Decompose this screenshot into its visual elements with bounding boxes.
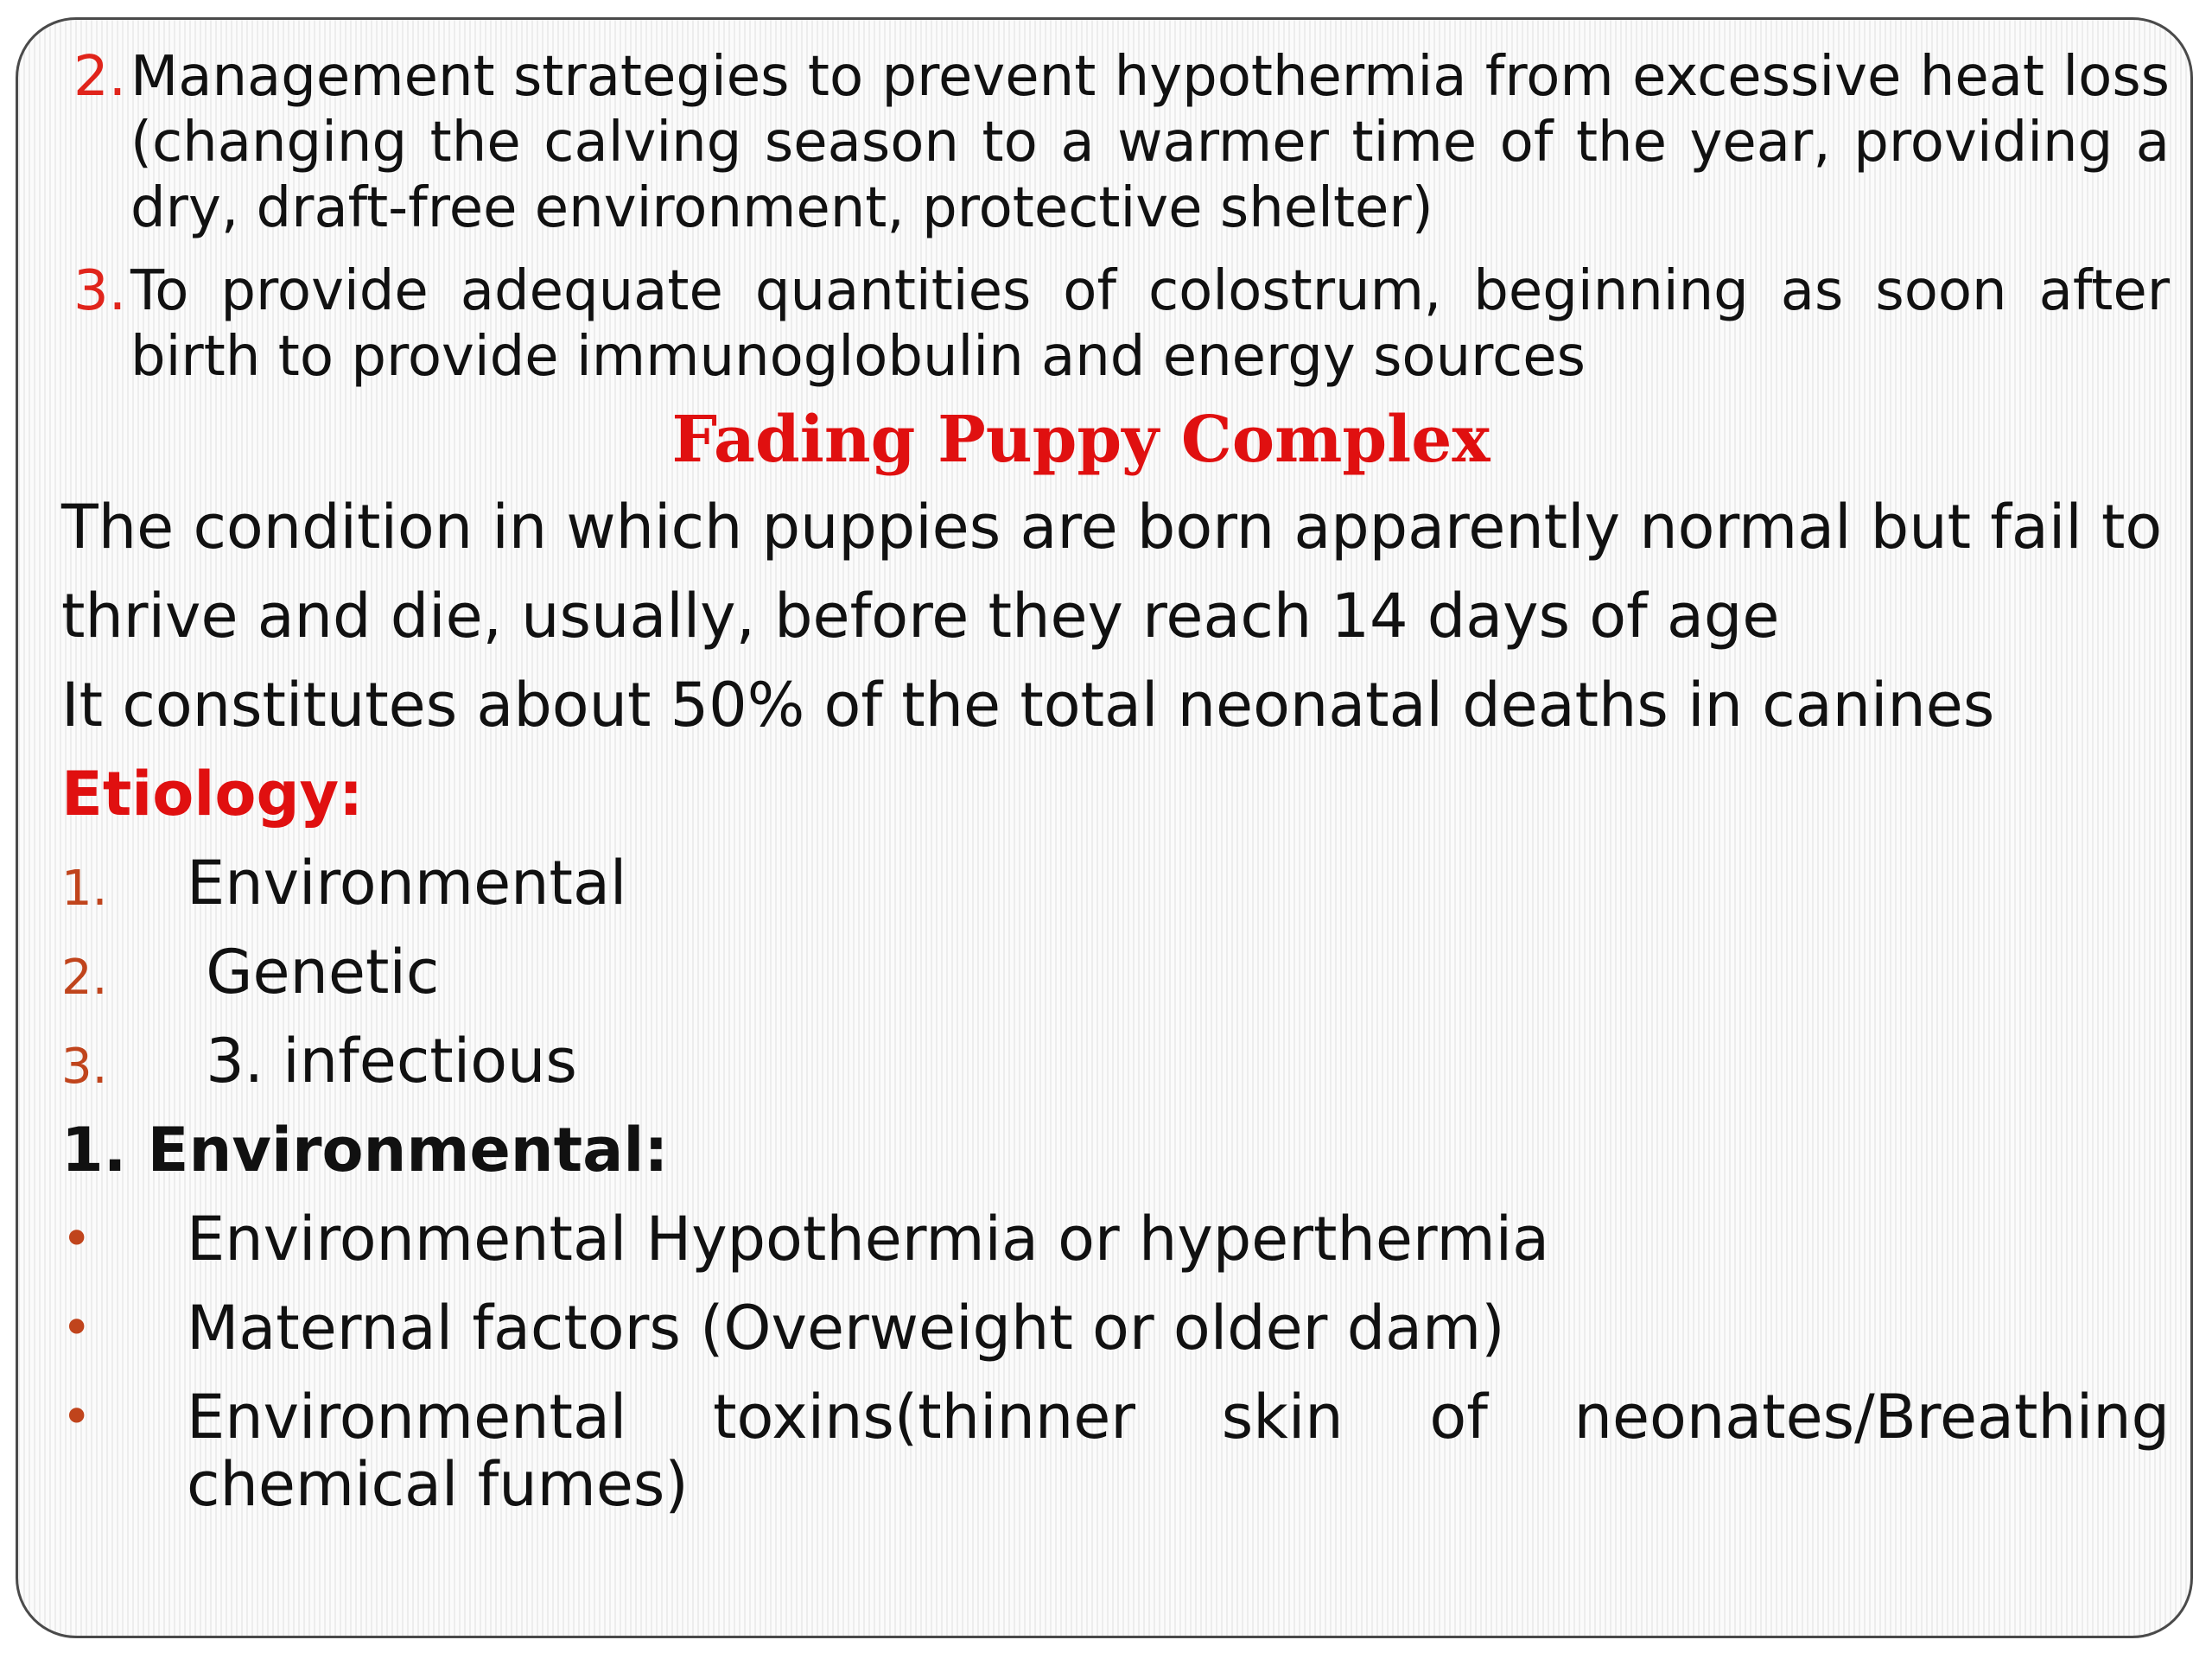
slide-content: [61, 44, 2170, 1518]
list-number: 2.: [61, 950, 108, 1006]
definition-paragraph: The condition in which puppies are born apparently normal but fail to thrive and die, usually, before they reach 14 days of age: [61, 492, 2163, 652]
section-title: Fading Puppy Complex: [671, 403, 1491, 477]
bullet-icon: •: [61, 1209, 92, 1269]
list-text: To provide adequate quantities of colostrum, beginning as soon after birth to provide immunoglobulin and energy sources: [130, 259, 2170, 389]
list-number: 3.: [73, 259, 127, 323]
environmental-bullet: [61, 1383, 2170, 1518]
top-list-item: [61, 258, 2170, 390]
list-number: 1.: [61, 861, 108, 917]
list-text: Management strategies to prevent hypothermia from excessive heat loss (changing the calving season to a warmer time of the year, providing a dry, draft-free environment, protective shelter): [130, 45, 2170, 240]
bullet-icon: •: [61, 1387, 92, 1447]
list-number: 3.: [61, 1039, 108, 1095]
list-text: Environmental: [187, 848, 627, 918]
environmental-bullet: [61, 1195, 2170, 1284]
list-text: Genetic: [187, 937, 440, 1007]
bullet-text: Environmental Hypothermia or hyperthermia: [187, 1204, 1549, 1274]
bullet-icon: •: [61, 1298, 92, 1358]
bullet-text: Maternal factors (Overweight or older dam): [187, 1293, 1505, 1363]
etiology-item: [61, 928, 2170, 1017]
etiology-item: [61, 1017, 2170, 1106]
slide: [16, 17, 2193, 1638]
list-text: 3. infectious: [187, 1026, 577, 1096]
etiology-heading: Etiology:: [61, 759, 364, 830]
etiology-item: [61, 839, 2170, 928]
list-number: 2.: [73, 45, 127, 109]
top-list-item: [61, 44, 2170, 241]
environmental-bullet: [61, 1284, 2170, 1373]
bullet-text: Environmental toxins(thinner skin of neonates/Breathing chemical fumes): [187, 1382, 2170, 1520]
environmental-heading: 1. Environmental:: [61, 1115, 669, 1185]
statistic-paragraph: It constitutes about 50% of the total neonatal deaths in canines: [61, 670, 1995, 741]
